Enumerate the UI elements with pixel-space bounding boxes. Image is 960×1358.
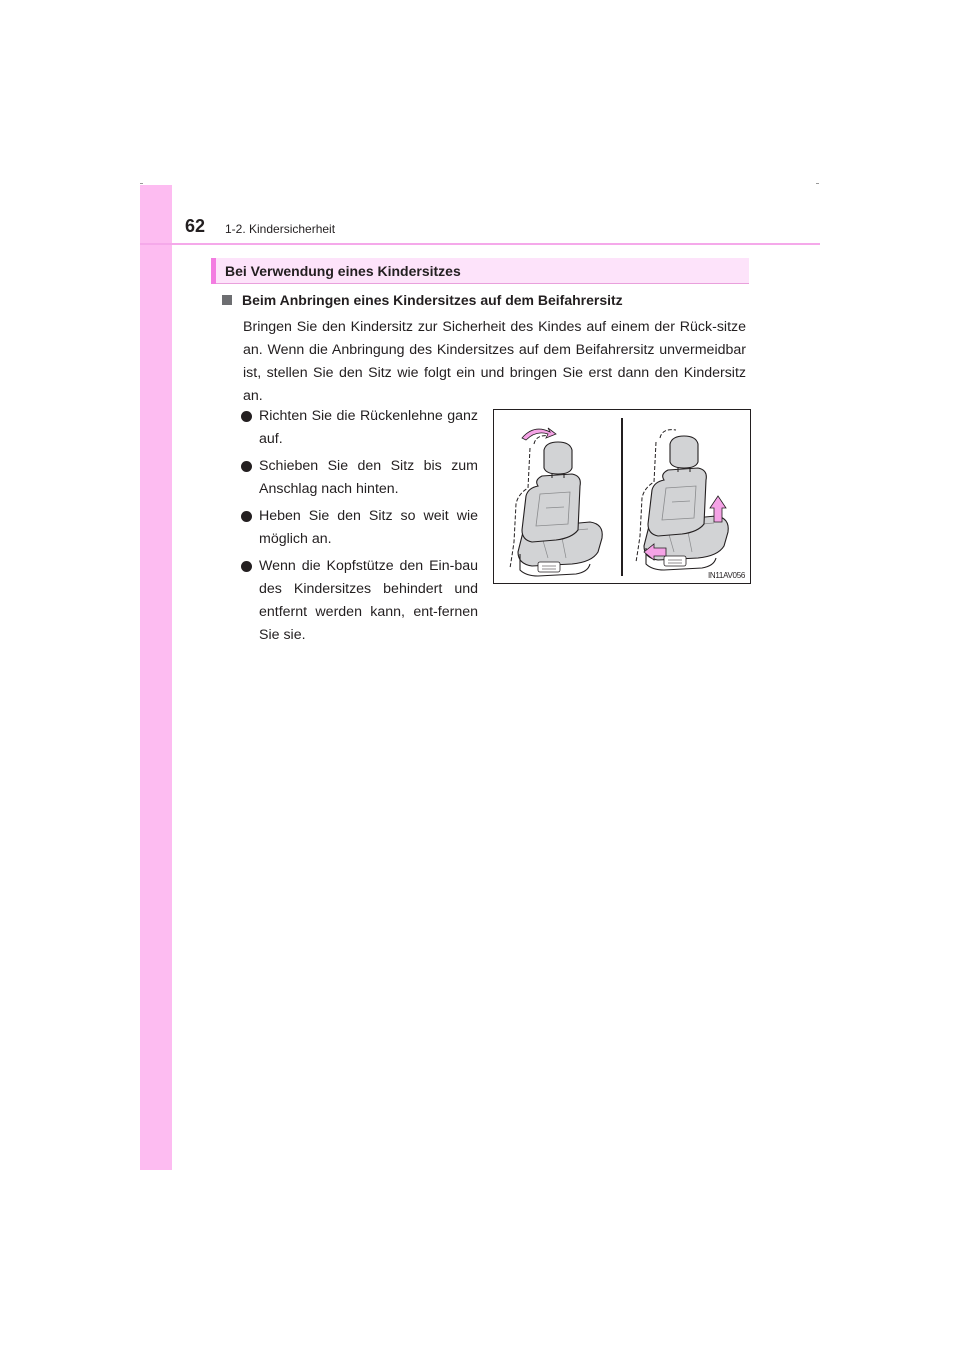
list-item bbox=[241, 555, 478, 647]
subsection-title: Beim Anbringen eines Kindersitzes auf dem Beifahrersitz bbox=[242, 292, 623, 308]
crop-mark-right bbox=[816, 183, 819, 184]
header-divider bbox=[140, 243, 820, 245]
bullet-icon bbox=[241, 561, 252, 572]
bullet-icon bbox=[241, 411, 252, 422]
page-number: 62 bbox=[185, 216, 206, 236]
list-item-text: Wenn die Kopfstütze den Ein-bau des Kindersitzes behindert und entfernt werden kann, ent-fernen Sie sie. bbox=[259, 558, 478, 643]
seat-illustration bbox=[493, 409, 751, 584]
list-item-text: Schieben Sie den Sitz bis zum Anschlag nach hinten. bbox=[259, 458, 478, 497]
crop-mark-left bbox=[140, 183, 143, 184]
subsection-heading bbox=[222, 291, 752, 309]
instruction-list bbox=[241, 405, 478, 651]
list-item-text: Heben Sie den Sitz so weit wie möglich an. bbox=[259, 508, 478, 547]
bullet-icon bbox=[241, 511, 252, 522]
seat-illustration-svg bbox=[494, 410, 750, 583]
list-item bbox=[241, 405, 478, 451]
list-item bbox=[241, 505, 478, 551]
bullet-icon bbox=[241, 461, 252, 472]
section-title: Bei Verwendung eines Kindersitzes bbox=[225, 263, 461, 279]
side-tab-strip bbox=[140, 185, 172, 1170]
chapter-title: 1-2. Kindersicherheit bbox=[225, 222, 336, 236]
figure-code: IN11AV056 bbox=[707, 571, 745, 580]
list-item-text: Richten Sie die Rückenlehne ganz auf. bbox=[259, 408, 478, 447]
square-bullet-icon bbox=[222, 295, 232, 305]
list-item bbox=[241, 455, 478, 501]
body-paragraph: Bringen Sie den Kindersitz zur Sicherheit des Kindes auf einem der Rück-sitze an. Wenn die Anbringung des Kindersitzes auf dem Beifahrersitz unvermeidbar ist, stellen Sie den Sitz wie folgt ein und bringen Sie erst dann den Kindersitz an. bbox=[243, 319, 746, 404]
section-header-accent bbox=[211, 258, 216, 284]
